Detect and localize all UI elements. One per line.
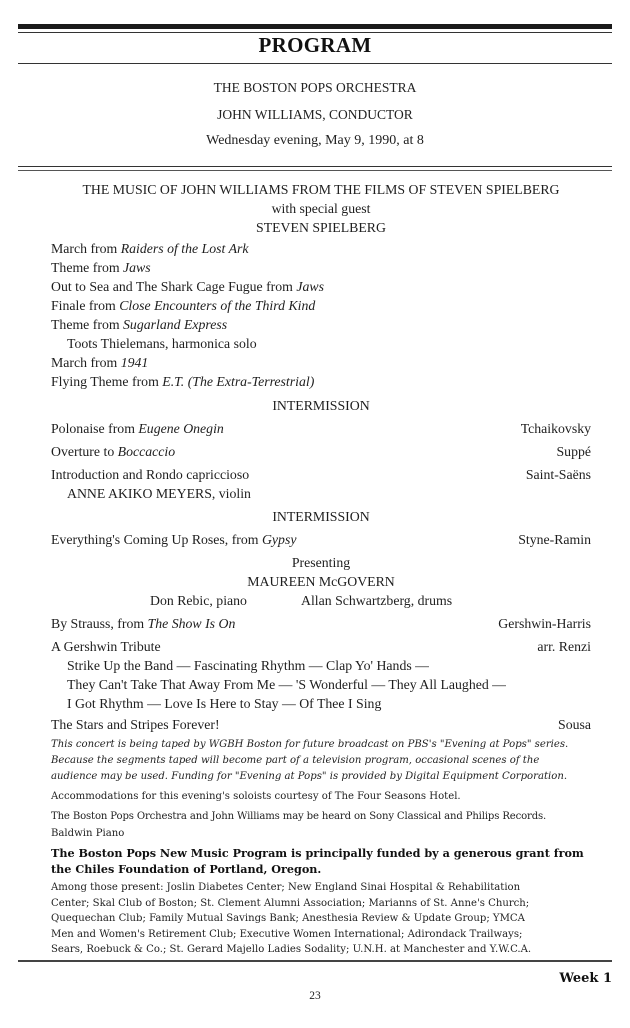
concert-date: Wednesday evening, May 9, 1990, at 8 (206, 133, 424, 148)
drummer-credit: Allan Schwartzberg, drums (301, 593, 453, 608)
work-title: Jaws (296, 279, 324, 294)
composer-name: Suppé (556, 444, 591, 459)
program-item: Theme from Jaws (51, 260, 151, 275)
work-title: E.T. (The Extra-Terrestrial) (162, 374, 315, 389)
special-guest-name: STEVEN SPIELBERG (256, 220, 386, 235)
program-item: By Strauss, from The Show Is On Gershwin-Harris (51, 616, 591, 631)
taping-notice: This concert is being taped by WGBH Boston for future broadcast on PBS's "Evening at Pops" series. Because the segments taped will become part of a television program, occasional scenes of the audience may be used. Funding for "Evening at Pops" is provided by Digital Equipment Corporation. (51, 739, 569, 782)
program-item: A Gershwin Tribute arr. Renzi (51, 639, 591, 654)
work-title: The Show Is On (147, 616, 236, 631)
program-item: Overture to Boccaccio Suppé (51, 444, 591, 459)
footer-rule (18, 960, 612, 962)
program-item: Finale from Close Encounters of the Third Kind (51, 298, 316, 313)
work-title: Close Encounters of the Third Kind (119, 298, 316, 313)
program-notes (51, 737, 596, 958)
program-item: Theme from Sugarland Express (51, 317, 228, 332)
soloist-credit: Toots Thielemans, harmonica solo (67, 336, 257, 351)
piano-credit: Baldwin Piano (51, 828, 125, 839)
program-item: Introduction and Rondo capriccioso Saint-Saëns (51, 467, 591, 482)
program-item: Flying Theme from E.T. (The Extra-Terrestrial) (51, 374, 315, 389)
intermission-label: INTERMISSION (272, 398, 370, 413)
header-separator-rule-2 (18, 170, 612, 171)
page-title: PROGRAM (258, 33, 372, 57)
composer-name: Tchaikovsky (520, 421, 591, 436)
composer-name: Styne-Ramin (518, 532, 591, 547)
page-number: 23 (309, 990, 321, 1002)
funding-notice: The Boston Pops New Music Program is principally funded by a generous grant from the Chiles Foundation of Portland, Oregon. (51, 846, 584, 876)
work-title: Jaws (123, 260, 151, 275)
program-item: Everything's Coming Up Roses, from Gypsy Styne-Ramin (51, 532, 591, 547)
part-one-heading: THE MUSIC OF JOHN WILLIAMS FROM THE FILMS OF STEVEN SPIELBERG (82, 182, 560, 197)
program-item: March from 1941 (51, 355, 149, 370)
soloist-credit: ANNE AKIKO MEYERS, violin (67, 486, 251, 501)
orchestra-name: THE BOSTON POPS ORCHESTRA (213, 80, 417, 95)
work-title: Eugene Onegin (138, 421, 224, 436)
medley-line: Strike Up the Band — Fascinating Rhythm — Clap Yo' Hands — (67, 658, 429, 673)
composer-name: Sousa (558, 717, 591, 732)
work-title: Raiders of the Lost Ark (120, 241, 249, 256)
conductor-name: JOHN WILLIAMS, CONDUCTOR (217, 107, 413, 122)
work-title: Gypsy (261, 532, 297, 547)
medley-line: I Got Rhythm — Love Is Here to Stay — Of Thee I Sing (67, 696, 382, 711)
pianist-credit: Don Rebic, piano (150, 593, 247, 608)
top-thick-rule (18, 24, 612, 29)
program-item: March from Raiders of the Lost Ark (51, 241, 249, 256)
medley-line: They Can't Take That Away From Me — 'S Wonderful — They All Laughed — (67, 677, 506, 692)
work-title: Sugarland Express (123, 317, 228, 332)
composer-name: Saint-Saëns (525, 467, 591, 482)
guest-artist-name: MAUREEN McGOVERN (247, 574, 395, 589)
arranger-name: arr. Renzi (537, 639, 591, 654)
composer-name: Gershwin-Harris (498, 616, 591, 631)
title-underline-rule (18, 63, 612, 64)
week-label: Week 1 (559, 971, 612, 986)
accommodations-notice: Accommodations for this evening's soloists courtesy of The Four Seasons Hotel. (51, 791, 461, 802)
header-separator-rule (18, 166, 612, 167)
among-those-present: Among those present: Joslin Diabetes Center; New England Sinai Hospital & Rehabilitation Center; Skal Club of Boston; St. Clement Alumni Association; Marianns of St. Anne's Church; Quequechan Club; Family Mutual Savings Bank; Anesthesia Review & Update Group; YMCA Men and Women's Retirement Club; Executive Women International; Adirondack Trailways; Sears, Roebuck & Co.; St. Gerard Majello Ladies Sodality; U.N.H. at Manchester and Y.W.C.A. (51, 882, 532, 956)
work-title: Boccaccio (117, 444, 176, 459)
program-item: Out to Sea and The Shark Cage Fugue from Jaws (51, 279, 324, 294)
part-one-subheading: with special guest (271, 201, 371, 216)
presenting-label: Presenting (291, 555, 351, 570)
intermission-label: INTERMISSION (272, 509, 370, 524)
program-item: The Stars and Stripes Forever! Sousa (51, 717, 591, 732)
records-notice: The Boston Pops Orchestra and John Williams may be heard on Sony Classical and Philips Records. (51, 811, 547, 822)
work-title: 1941 (120, 355, 149, 370)
program-item: Polonaise from Eugene Onegin Tchaikovsky (51, 421, 591, 436)
